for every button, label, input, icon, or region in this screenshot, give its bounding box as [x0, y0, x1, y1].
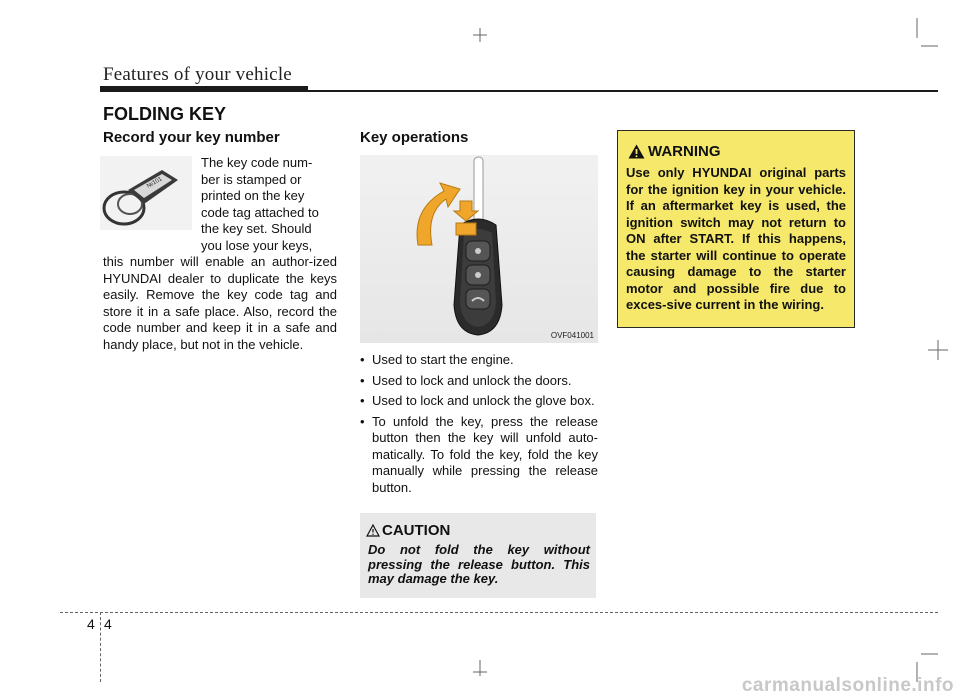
record-line: code tag attached to [201, 204, 319, 220]
record-line: the key set. Should [201, 221, 312, 236]
page-number: 4 [104, 616, 112, 632]
caution-triangle-icon [366, 524, 380, 537]
section-title: FOLDING KEY [103, 104, 227, 124]
footer-dashed-rule [60, 612, 938, 613]
list-item: • To unfold the key, press the release button then the key will unfold auto-matically. To fold the key, fold the key manually while pressing the release button. [360, 414, 598, 497]
page-chapter-number: 4 [87, 616, 95, 632]
record-line: ber is stamped or [201, 171, 302, 187]
warning-heading: WARNING [648, 143, 721, 160]
header-bar [100, 86, 308, 92]
caution-box [360, 513, 596, 598]
record-paragraph-wrap [201, 155, 337, 254]
caution-text: Do not fold the key without pressing the release button. This may damage the key. [368, 542, 590, 586]
warning-box [617, 130, 855, 328]
key-tag-label: №101 [146, 176, 164, 190]
key-operations-list [360, 352, 598, 500]
page-header-title: Features of your vehicle [103, 64, 292, 85]
record-line: printed on the key [201, 188, 305, 203]
key-tag-image [100, 156, 192, 230]
warning-text: Use only HYUNDAI original parts for the ignition key in your vehicle. If an aftermarket key is used, the ignition switch may not return to ON after START. If this happens, the starter will continue to operate causing damage to the starter motor and possible fire due to exces-sive current in the wiring. [626, 165, 846, 312]
key-operations-heading: Key operations [360, 129, 469, 146]
watermark-text: carmanualsonline.info [741, 675, 954, 696]
footer-dashed-divider [100, 612, 101, 682]
folding-key-illustration [360, 155, 598, 343]
warning-triangle-icon [628, 144, 645, 159]
key-operations-image [360, 155, 598, 343]
record-line: The key code num- [201, 155, 313, 170]
list-item: • Used to lock and unlock the doors. [360, 373, 598, 390]
caution-heading: CAUTION [382, 522, 451, 539]
photo-code: OVF041001 [550, 331, 594, 340]
list-item: • Used to start the engine. [360, 352, 598, 369]
record-line: you lose your keys, [201, 237, 313, 253]
list-item: • Used to lock and unlock the glove box. [360, 393, 598, 410]
record-key-heading: Record your key number [103, 129, 280, 146]
record-paragraph: this number will enable an author-ized HYUNDAI dealer to duplicate the keys easily. Remove the key code tag and store it in a safe place. Also, record the code number and keep it in a safe and handy place, but not in the vehicle. [103, 254, 337, 352]
